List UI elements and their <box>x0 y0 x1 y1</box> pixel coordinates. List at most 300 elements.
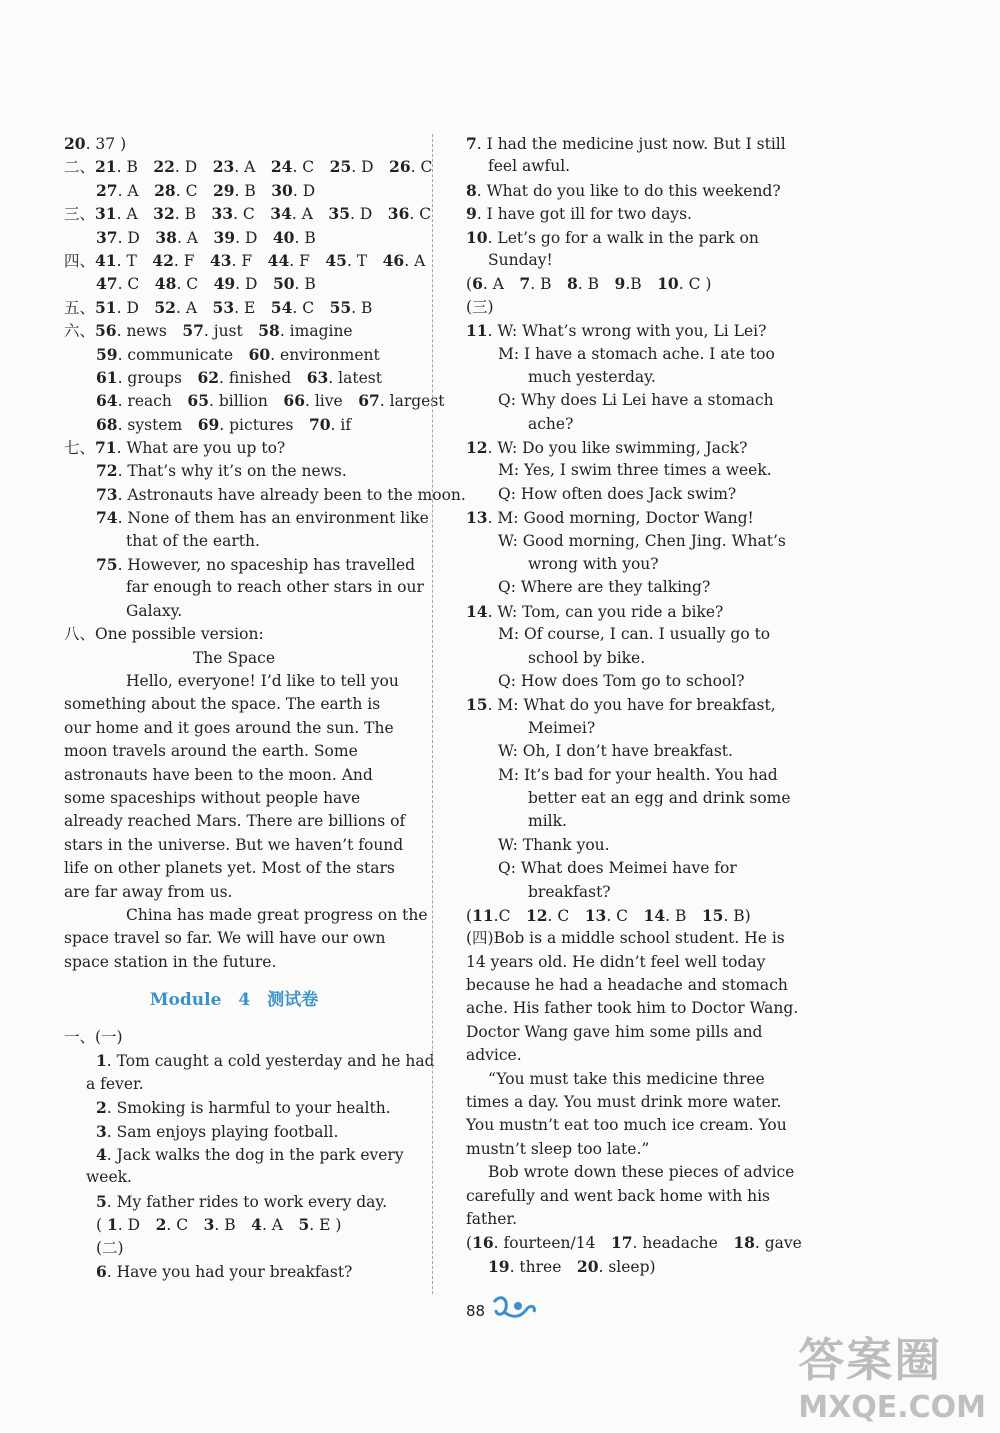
line-text: Module 4 测试卷 <box>149 990 319 1011</box>
line-text: . largest <box>379 392 445 411</box>
question-number: 20 <box>64 134 86 153</box>
line-text: . communicate <box>117 345 249 364</box>
line-text: . D <box>117 228 156 247</box>
text-line <box>64 132 404 155</box>
line-text: . C <box>166 1216 204 1235</box>
line-text: 14 years old. He didn’t feel well today <box>466 952 766 971</box>
text-line <box>466 459 806 482</box>
line-text: “You must take this medicine three <box>488 1069 765 1088</box>
line-text: . A <box>291 205 329 224</box>
text-line <box>64 272 404 295</box>
question-number: 31 <box>95 204 117 224</box>
text-line <box>64 600 404 623</box>
text-line <box>466 951 806 974</box>
line-text: M: It’s bad for your health. You had <box>498 765 778 784</box>
line-text: . B <box>294 228 316 247</box>
line-text: . reach <box>117 392 188 411</box>
line-text: 八、One possible version: <box>64 625 264 644</box>
question-number: 71 <box>95 438 117 458</box>
text-line <box>64 366 404 389</box>
question-number: 38 <box>155 227 177 247</box>
question-number: 32 <box>153 204 175 224</box>
text-line <box>466 553 806 576</box>
text-line <box>466 1044 806 1067</box>
text-line <box>466 343 806 366</box>
text-line <box>64 1260 404 1283</box>
text-line <box>466 974 806 997</box>
text-line <box>64 413 404 436</box>
text-line <box>64 881 404 904</box>
text-line <box>466 132 806 155</box>
text-line <box>466 366 806 389</box>
line-text: . My father rides to work every day. <box>106 1192 388 1211</box>
text-line <box>466 904 806 927</box>
question-number: 12 <box>466 438 488 458</box>
text-line <box>64 740 404 763</box>
text-line <box>64 436 404 459</box>
line-text: 六、 <box>64 322 96 341</box>
question-number: 63 <box>306 367 329 387</box>
question-number: 13 <box>466 508 488 528</box>
line-text: milk. <box>528 812 567 831</box>
line-text: . Let’s go for a walk in the park on <box>487 228 759 247</box>
text-line <box>64 576 424 599</box>
line-text: . pictures <box>219 415 309 434</box>
line-text: Doctor Wang gave him some pills and <box>466 1022 763 1041</box>
line-text: . C <box>117 275 155 294</box>
line-text: ( <box>466 906 473 925</box>
question-number: 23 <box>212 157 235 177</box>
line-text: . C <box>233 205 271 224</box>
watermark <box>798 1324 986 1425</box>
question-number: 22 <box>153 157 175 177</box>
text-line <box>64 226 404 249</box>
question-number: 58 <box>258 321 280 341</box>
text-line <box>466 834 806 857</box>
line-text: . B) <box>723 906 751 925</box>
line-text: . B <box>294 275 316 294</box>
text-line <box>64 951 404 974</box>
question-number: 14 <box>466 601 488 621</box>
text-line <box>64 319 404 342</box>
question-number: 43 <box>209 250 232 270</box>
line-text: . A <box>176 228 214 247</box>
line-text: M: Yes, I swim three times a week. <box>498 461 772 480</box>
question-number: 19 <box>488 1256 510 1276</box>
line-text: Q: Why does Li Lei have a stomach <box>498 391 774 410</box>
line-text: . B <box>577 275 615 294</box>
flourish-ornament-icon <box>490 1292 538 1322</box>
line-text: ache. His father took him to Doctor Wang. <box>466 999 799 1018</box>
line-text: Galaxy. <box>126 601 183 620</box>
text-line <box>64 1190 404 1213</box>
text-line <box>64 1120 404 1143</box>
text-line <box>64 1096 404 1119</box>
question-number: 33 <box>211 204 234 224</box>
question-number: 35 <box>328 204 350 224</box>
question-number: 2 <box>96 1098 107 1118</box>
question-number: 15 <box>701 905 724 925</box>
text-line <box>466 647 806 670</box>
text-line <box>466 881 806 904</box>
text-line <box>466 787 806 810</box>
line-text: . just <box>203 322 259 341</box>
line-text: . news <box>116 322 183 341</box>
question-number: 13 <box>584 905 607 925</box>
question-number: 25 <box>329 157 352 177</box>
text-line <box>64 764 404 787</box>
line-text: . C <box>292 158 330 177</box>
line-text: . gave <box>754 1234 802 1253</box>
text-line <box>466 202 806 225</box>
text-line <box>64 834 404 857</box>
question-number: 48 <box>154 274 177 294</box>
text-line <box>64 1166 404 1189</box>
line-text: . M: Good morning, Doctor Wang! <box>487 509 754 528</box>
question-number: 51 <box>95 297 117 317</box>
line-text: Q: Where are they talking? <box>498 578 711 597</box>
line-text: stars in the universe. But we haven’t found <box>64 835 404 854</box>
line-text: Q: What does Meimei have for <box>498 859 737 878</box>
question-number: 9 <box>466 204 477 224</box>
line-text: school by bike. <box>528 648 646 667</box>
text-line <box>466 1161 806 1184</box>
text-line <box>466 272 806 295</box>
line-text: some spaceships without people have <box>64 788 361 807</box>
text-line <box>64 530 404 553</box>
line-text: . F <box>289 251 326 270</box>
line-text: 二、 <box>64 158 96 177</box>
question-number: 18 <box>733 1233 755 1253</box>
question-number: 67 <box>358 391 380 411</box>
line-text: . C <box>410 158 433 177</box>
line-text: Sunday! <box>488 250 553 269</box>
text-line <box>466 623 806 646</box>
question-number: 45 <box>325 250 347 270</box>
question-number: 4 <box>251 1215 262 1235</box>
line-text: life on other planets yet. Most of the stars <box>64 859 395 878</box>
question-number: 3 <box>203 1215 215 1235</box>
question-number: 72 <box>96 461 118 481</box>
line-text: because he had a headache and stomach <box>466 976 788 995</box>
line-text: . B <box>234 181 272 200</box>
line-text: . imagine <box>279 322 353 341</box>
text-line <box>466 997 806 1020</box>
question-number: 17 <box>610 1233 633 1253</box>
question-number: 29 <box>212 180 235 200</box>
line-text: . W: What’s wrong with you, Li Lei? <box>487 322 767 341</box>
text-line <box>64 506 429 529</box>
text-line <box>64 1213 404 1236</box>
line-text: far enough to reach other stars in our <box>126 578 424 597</box>
line-text: . C <box>176 275 214 294</box>
line-text: . D <box>351 158 390 177</box>
question-number: 61 <box>96 367 118 387</box>
text-line <box>64 717 404 740</box>
line-text: (四)Bob is a middle school student. He is <box>466 929 785 948</box>
column-divider <box>432 134 433 1294</box>
question-number: 14 <box>643 905 666 925</box>
line-text: . D <box>117 1216 156 1235</box>
line-text: feel awful. <box>488 157 571 176</box>
line-text: carefully and went back home with his <box>466 1186 771 1205</box>
line-text: . D <box>350 205 388 224</box>
line-text: . F <box>173 251 210 270</box>
line-text: . D <box>235 275 273 294</box>
line-text: You mustn’t eat too much ice cream. You <box>466 1116 787 1135</box>
line-text: . B <box>530 275 567 294</box>
line-text: 七、 <box>64 439 96 458</box>
question-number: 4 <box>96 1145 107 1165</box>
line-text: . billion <box>209 392 284 411</box>
text-line <box>466 857 806 880</box>
line-text: . A <box>117 181 155 200</box>
line-text: . A <box>261 1216 299 1235</box>
line-text: W: Oh, I don’t have breakfast. <box>498 742 733 761</box>
question-number: 70 <box>308 414 331 434</box>
line-text: week. <box>86 1168 132 1187</box>
line-text: mustn’t sleep too late.” <box>466 1139 650 1158</box>
line-text: . W: Tom, can you ride a bike? <box>487 602 724 621</box>
line-text: . I had the medicine just now. But I still <box>476 135 786 153</box>
line-text: ( <box>96 1216 107 1235</box>
question-number: 59 <box>96 344 118 364</box>
question-number: 40 <box>272 227 295 247</box>
text-line <box>64 389 445 412</box>
text-line <box>64 1049 435 1072</box>
text-line <box>64 904 428 927</box>
text-line <box>64 296 404 319</box>
module-heading <box>64 980 404 1020</box>
line-text: are far away from us. <box>64 882 233 901</box>
question-number: 47 <box>96 274 118 294</box>
question-number: 44 <box>267 250 290 270</box>
line-text: Q: How does Tom go to school? <box>498 671 745 690</box>
question-number: 54 <box>270 297 293 317</box>
line-text: Q: How often does Jack swim? <box>498 484 737 503</box>
line-text: . B <box>665 906 702 925</box>
line-text: wrong with you? <box>528 555 659 574</box>
text-line <box>466 1114 806 1137</box>
question-number: 24 <box>270 157 293 177</box>
line-text: space travel so far. We will have our own <box>64 929 386 948</box>
question-number: 37 <box>96 227 118 247</box>
line-text: . I have got ill for two days. <box>476 205 692 224</box>
line-text: W: Good morning, Chen Jing. What’s <box>498 531 786 550</box>
line-text: . C <box>292 298 330 317</box>
line-text: Bob wrote down these pieces of advice <box>488 1163 795 1182</box>
line-text: . Jack walks the dog in the park every <box>106 1146 404 1165</box>
line-text: . T <box>116 251 153 270</box>
question-number: 52 <box>154 297 176 317</box>
text-line <box>64 787 404 810</box>
line-text: . W: Do you like swimming, Jack? <box>487 439 748 458</box>
line-text: .B <box>625 275 658 294</box>
line-text: The Space <box>192 648 276 667</box>
line-text: . groups <box>117 368 198 387</box>
question-number: 11 <box>466 321 488 341</box>
line-text: moon travels around the earth. Some <box>64 742 358 761</box>
line-text: breakfast? <box>528 882 611 901</box>
text-line <box>466 670 806 693</box>
question-number: 10 <box>466 227 488 247</box>
question-number: 57 <box>182 321 204 341</box>
line-text: .C <box>493 906 526 925</box>
line-text: . That’s why it’s on the news. <box>117 462 347 481</box>
question-number: 75 <box>96 555 118 575</box>
question-number: 39 <box>213 227 236 247</box>
text-line <box>466 927 806 950</box>
text-line <box>64 483 466 506</box>
question-number: 6 <box>96 1261 107 1281</box>
text-line <box>466 1185 806 1208</box>
line-text: . However, no spaceship has travelled <box>117 556 416 575</box>
line-text: . A <box>404 251 426 270</box>
line-text: . Sam enjoys playing football. <box>106 1122 339 1141</box>
text-line <box>466 600 806 623</box>
line-text: better eat an egg and drink some <box>528 788 791 807</box>
line-text: 三、 <box>64 205 96 224</box>
question-number: 46 <box>382 250 405 270</box>
line-text: M: I have a stomach ache. I ate too <box>498 344 775 363</box>
text-line <box>466 296 806 319</box>
line-text: our home and it goes around the sun. The <box>64 718 394 737</box>
line-text: . B <box>116 158 154 177</box>
question-number: 16 <box>472 1233 494 1253</box>
line-text: . Tom caught a cold yesterday and he had <box>106 1052 435 1071</box>
question-number: 7 <box>466 134 477 153</box>
text-line <box>64 553 416 576</box>
page-number: 88 <box>466 1302 486 1320</box>
watermark-logo: 答案圈 <box>798 1333 943 1387</box>
text-line <box>466 530 806 553</box>
text-line <box>64 1237 404 1260</box>
line-text: 五、 <box>64 298 96 317</box>
text-line <box>466 155 806 178</box>
question-number: 1 <box>96 1051 107 1071</box>
line-text: . What are you up to? <box>116 439 286 458</box>
text-line <box>64 155 433 178</box>
line-text: advice. <box>466 1046 522 1065</box>
text-line <box>466 1138 806 1161</box>
line-text: Hello, everyone! I’d like to tell you <box>126 671 399 690</box>
text-line <box>466 1231 806 1254</box>
text-line <box>466 764 806 787</box>
line-text: . C <box>606 906 644 925</box>
line-text: . B <box>174 205 212 224</box>
text-line <box>466 1091 806 1114</box>
line-text: . A <box>234 158 271 177</box>
line-text: . T <box>346 251 383 270</box>
line-text: a fever. <box>86 1074 144 1093</box>
question-number: 69 <box>197 414 220 434</box>
line-text: . D <box>174 158 213 177</box>
line-text: . None of them has an environment like <box>117 509 429 528</box>
question-number: 53 <box>212 297 235 317</box>
line-text: . three <box>509 1257 577 1276</box>
line-text: . D <box>235 228 273 247</box>
text-line <box>466 389 806 412</box>
text-line <box>64 202 432 225</box>
question-number: 56 <box>95 321 117 341</box>
question-number: 20 <box>576 1256 599 1276</box>
line-text: ( <box>466 275 473 294</box>
question-number: 5 <box>96 1191 107 1211</box>
line-text: space station in the future. <box>64 952 277 971</box>
line-text: . F <box>231 251 268 270</box>
text-line <box>64 693 404 716</box>
text-line <box>466 179 806 202</box>
line-text: . B <box>351 298 373 317</box>
question-number: 66 <box>283 391 305 411</box>
line-text: times a day. You must drink more water. <box>466 1093 782 1112</box>
text-line <box>64 623 404 646</box>
line-text: already reached Mars. There are billions of <box>64 812 406 831</box>
text-line <box>64 670 404 693</box>
text-line <box>64 857 404 880</box>
line-text: that of the earth. <box>126 531 260 550</box>
question-number: 9 <box>614 274 626 294</box>
question-number: 49 <box>213 274 236 294</box>
question-number: 11 <box>472 905 494 925</box>
line-text: . Have you had your breakfast? <box>106 1262 353 1281</box>
line-text: . Astronauts have already been to the moon. <box>117 485 466 504</box>
essay-title <box>64 647 404 670</box>
text-line <box>64 343 404 366</box>
text-line <box>466 810 806 833</box>
text-line <box>64 459 404 482</box>
text-line <box>64 249 426 272</box>
question-number: 12 <box>525 905 548 925</box>
question-number: 15 <box>466 695 488 715</box>
question-number: 7 <box>519 274 531 294</box>
text-line <box>64 927 404 950</box>
line-text: . D <box>116 298 155 317</box>
text-line <box>64 1073 404 1096</box>
line-text: father. <box>466 1209 517 1228</box>
line-text: . C <box>409 205 432 224</box>
line-text: . A <box>116 205 154 224</box>
text-line <box>466 483 806 506</box>
line-text: . 37 ) <box>85 135 127 153</box>
text-line <box>466 740 806 763</box>
line-text: . Smoking is harmful to your health. <box>106 1099 391 1118</box>
text-line <box>64 179 404 202</box>
line-text: something about the space. The earth is <box>64 695 381 714</box>
line-text: . A <box>482 275 520 294</box>
line-text: . system <box>117 415 198 434</box>
line-text: . headache <box>632 1234 734 1253</box>
line-text: ( <box>466 1234 473 1253</box>
line-text: 四、 <box>64 251 96 270</box>
line-text: astronauts have been to the moon. And <box>64 765 373 784</box>
question-number: 8 <box>466 180 477 200</box>
question-number: 3 <box>96 1121 107 1141</box>
text-line <box>466 1068 806 1091</box>
text-line <box>466 436 806 459</box>
text-line <box>466 413 806 436</box>
line-text: . What do you like to do this weekend? <box>476 181 781 200</box>
line-text: . B <box>214 1216 252 1235</box>
text-line <box>466 1021 806 1044</box>
question-number: 5 <box>298 1215 310 1235</box>
question-number: 26 <box>389 157 411 177</box>
right-column <box>466 132 806 1278</box>
text-line <box>64 1026 404 1049</box>
line-text: (三) <box>466 297 494 316</box>
question-number: 28 <box>154 180 176 200</box>
text-line <box>466 1255 806 1278</box>
